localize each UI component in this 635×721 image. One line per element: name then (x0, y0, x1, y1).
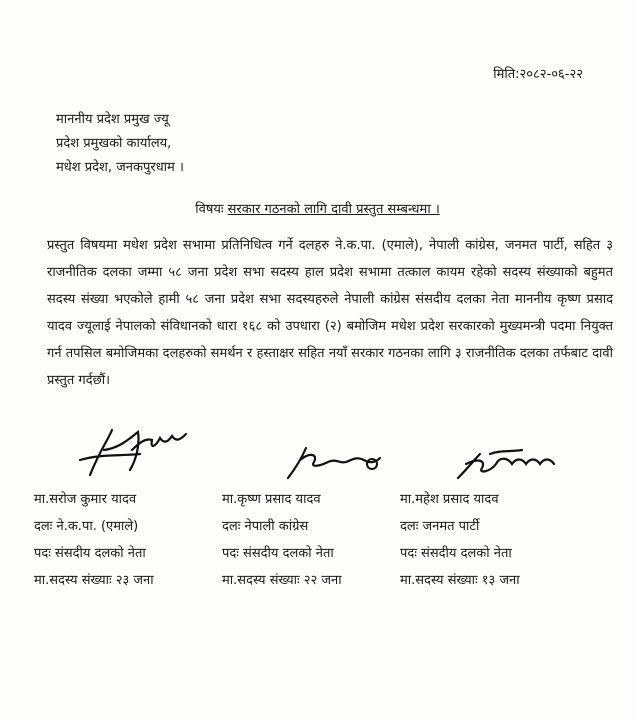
signatory-1 (30, 420, 230, 600)
recipient-line-3: मधेश प्रदेश, जनकपुरधाम । (56, 160, 184, 175)
signature-3 (430, 420, 580, 482)
signatory-members: मा.सदस्य संख्याः २२ जना (222, 573, 342, 588)
signature-2 (248, 420, 398, 482)
subject-line (0, 199, 635, 217)
signatory-post: पदः संसदीय दलको नेता (222, 546, 334, 561)
signatory-name: मा.सरोज कुमार यादव (34, 492, 137, 507)
signatory-name: मा.कृष्ण प्रसाद यादव (222, 492, 321, 507)
signatory-3 (400, 420, 600, 600)
subject-text: सरकार गठनको लागि दावी प्रस्तुत सम्बन्धमा । (227, 202, 440, 217)
signatory-3-details (400, 486, 520, 594)
recipient-line-2: प्रदेश प्रमुखको कार्यालय, (56, 136, 172, 151)
signatory-2-details (222, 486, 342, 594)
letter-date: मिति:२०८२-०६-२२ (493, 67, 583, 82)
signatory-name: मा.महेश प्रसाद यादव (400, 492, 499, 507)
signatory-1-details (34, 486, 154, 594)
signatory-members: मा.सदस्य संख्याः १३ जना (400, 573, 520, 588)
signatories-block (0, 420, 635, 600)
signatory-members: मा.सदस्य संख्याः २३ जना (34, 573, 154, 588)
signatory-post: पदः संसदीय दलको नेता (34, 546, 146, 561)
signature-1 (60, 420, 210, 482)
subject-label: विषयः (195, 202, 224, 217)
recipient-line-1: माननीय प्रदेश प्रमुख ज्यू (56, 112, 169, 127)
signatory-2 (218, 420, 418, 600)
signatory-party: दलः जनमत पार्टी (400, 519, 480, 534)
signatory-party: दलः नेपाली कांग्रेस (222, 519, 309, 534)
signatory-post: पदः संसदीय दलको नेता (400, 546, 512, 561)
recipient-address (56, 108, 184, 180)
signatory-party: दलः ने.क.पा. (एमाले) (34, 519, 139, 534)
letter-body: प्रस्तुत विषयमा मधेश प्रदेश सभामा प्रतिनिधित्व गर्ने दलहरु ने.क.पा. (एमाले), नेपाली कांग्रेस, जनमत पार्टी, सहित ३ राजनीतिक दलका जम्मा ५८ जना प्रदेश सभा सदस्य हाल प्रदेश सभामा तत्काल कायम रहेको सदस्य संख्याको बहुमत सदस्य संख्या भएकोले हामी ५८ जना प्रदेश सभा सदस्यहरुले नेपाली कांग्रेस संसदीय दलका नेता माननीय कृष्ण प्रसाद यादव ज्यूलाई नेपालको संविधानको धारा १६८ को उपधारा (२) बमोजिम मधेश प्रदेश सरकारको मुख्यमन्त्री पदमा नियुक्त गर्न तपसिल बमोजिमका दलहरुको समर्थन र हस्ताक्षर सहित नयाँ सरकार गठनका लागि ३ राजनीतिक दलका तर्फबाट दावी प्रस्तुत गर्दछौं। (47, 238, 613, 388)
